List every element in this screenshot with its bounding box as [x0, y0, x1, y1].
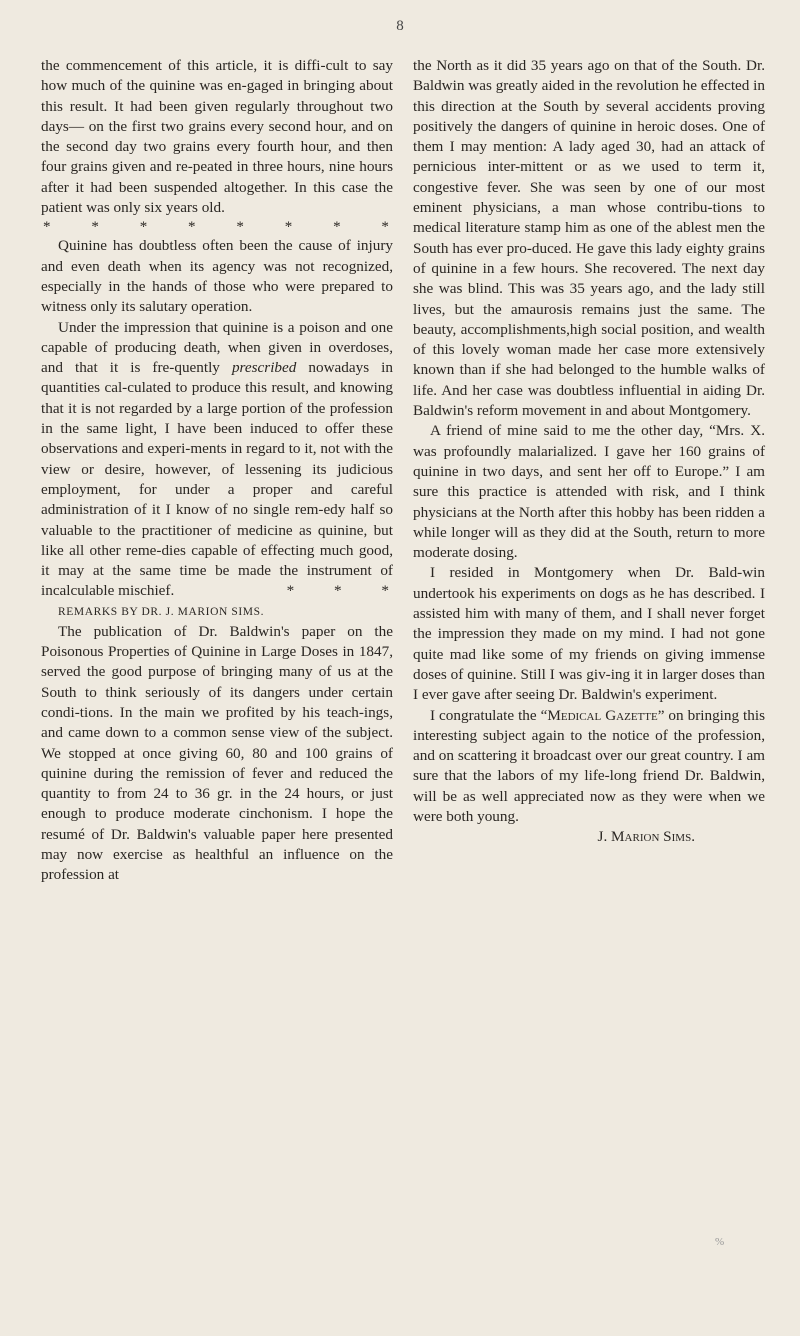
- separator-asterisk: *: [284, 219, 293, 236]
- paragraph: I resided in Montgomery when Dr. Bald-win undertook his experiments on dogs as he has described. I assisted him with many of them, and I shall never forget the impression they made on my mind. I had not gone quite mad like some of my friends on giving immense doses of quinine. Still I was giv-ing it in larger doses than I ever gave after seeing Dr. Baldwin's experiment.: [413, 564, 765, 704]
- right-column: [413, 56, 765, 848]
- separator-asterisk: *: [139, 219, 148, 236]
- paragraph: Quinine has doubtless often been the cause of injury and even death when its agency was not recognized, especially in the hands of those who were prepared to witness only its salutary operation.: [41, 237, 393, 316]
- section-separator: [41, 218, 393, 236]
- stray-mark: %: [715, 1236, 725, 1248]
- paragraph-text: I congratulate the “: [430, 706, 548, 724]
- signature: J. Marion Sims.: [597, 828, 695, 846]
- separator-asterisk: *: [236, 219, 244, 236]
- section-heading: REMARKS BY DR. J. MARION SIMS.: [58, 605, 265, 618]
- paragraph: the North as it did 35 years ago on that of the South. Dr. Baldwin was greatly aided in the revolution he effected in this direction at the South by several accidents proving positively the dangers of quinine in heroic doses. One of them I may mention: A lady aged 30, had an attack of pernicious inter-mittent or as we used to term it, congestive fever. She was seen by one of our most eminent physicians, a man whose contribu-tions to medical literature stamp him as one of the ablest men the South has ever pro-duced. He gave this lady eighty grains of quinine in a few hours. She recovered. The next day she was blind. This was 35 years ago, and the lady still lives, but the amaurosis remains just the same. The beauty, accomplishments,high social position, and wealth of this lovely woman made her case more extensively known than if she had belonged to the humble walks of life. And her case was doubtless influential in aiding Dr. Baldwin's reform movement in and about Montgomery.: [413, 57, 765, 420]
- page-number: 8: [396, 18, 404, 34]
- paragraph: the commencement of this article, it is diffi-cult to say how much of the quinine was en-gaged in bringing about this result. It had been given regularly throughout two days— on the first two grains every second hour, and on the second day two grains every fourth hour, and then four grains given and re-peated in three hours, nine hours after it had been suspended altogether. In this case the patient was only six years old.: [41, 57, 393, 217]
- paragraph: [41, 318, 393, 602]
- separator-asterisk: *: [333, 219, 341, 236]
- paragraph-text: Under the impression that quinine is a poison and one capable of producing death, when given in overdoses, and that it is fre-quently: [41, 318, 393, 377]
- trailing-asterisks: * * *: [286, 582, 389, 600]
- paragraph-text: ” on bringing this interesting subject again to the notice of the profession, and on scattering it broadcast over our great country. I am sure that the labors of my life-long friend Dr. Baldwin, will be as well appreciated now as they were when we were both young.: [413, 706, 765, 825]
- separator-asterisk: *: [381, 219, 389, 236]
- separator-asterisk: *: [188, 219, 196, 236]
- paragraph-text: nowadays in quantities cal-culated to produce this result, and knowing that it is not regarded by a large portion of the profession in the same light, I have been induced to offer these observations and experi-ments in regard to it, not with the view or desire, however, of lessening its judicious employment, for under a proper and careful administration of it I know of no single rem-edy half so valuable to the practitioner of medicine as quinine, but like all other reme-dies capable of effecting much good, it may at the same time be made the instrument of incalculable mischief.: [41, 359, 393, 600]
- paragraph: [413, 706, 765, 828]
- separator-asterisk: *: [91, 219, 99, 236]
- small-caps-text: Medical Gazette: [547, 706, 658, 724]
- left-column: [41, 56, 393, 886]
- paragraph: A friend of mine said to me the other day, “Mrs. X. was profoundly malarialized. I gave her 160 grains of quinine in two days, and sent her off to Europe.” I am sure this practice is attended with risk, and I think physicians at the North after this hobby has been ridden a while longer will as they did at the South, return to more moderate dosing.: [413, 422, 765, 562]
- italic-text: prescribed: [231, 359, 297, 377]
- separator-asterisk: *: [43, 219, 51, 236]
- paragraph: The publication of Dr. Baldwin's paper on the Poisonous Properties of Quinine in Large Doses in 1847, served the good purpose of bringing many of us at the South to think seriously of its dangers under certain condi-tions. In the main we profited by his teach-ings, and came down to a common sense view of the subject. We stopped at once giving 60, 80 and 100 grains of quinine during the remission of fever and reduced the quantity to from 24 to 36 gr. in the 24 hours, or just enough to produce moderate cinchonism. I hope the resumé of Dr. Baldwin's valuable paper here presented may now exercise as healthful an influence on the profession at: [41, 622, 393, 884]
